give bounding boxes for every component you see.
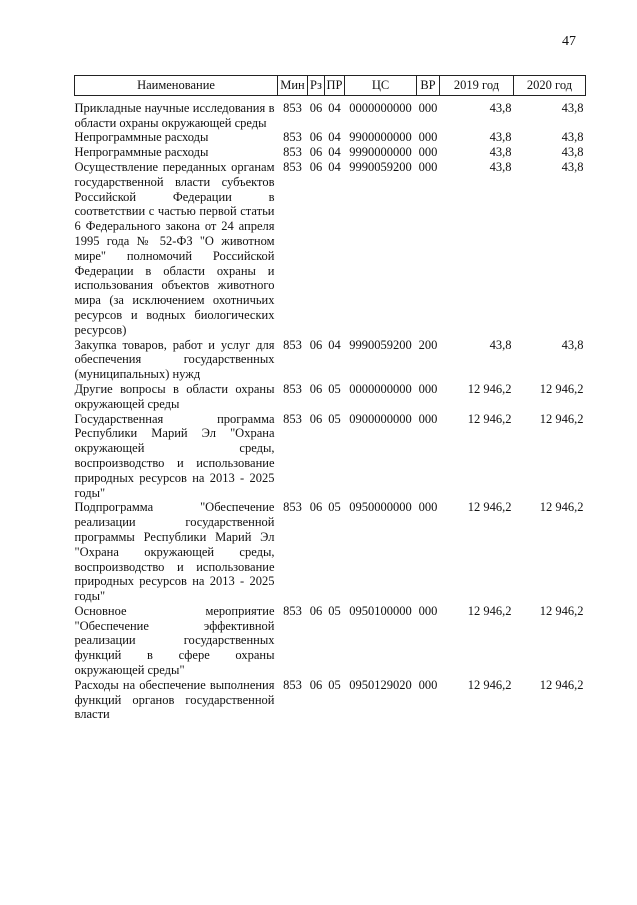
cell-min: 853: [283, 159, 302, 174]
page-number: 47: [562, 34, 576, 49]
cell-pr: 05: [328, 411, 341, 426]
cell-vr: 200: [418, 337, 438, 352]
cell-pr: 04: [328, 130, 341, 145]
cell-year-2019: 12 946,2: [467, 603, 512, 618]
cell-name: Непрограммные расходы: [74, 130, 209, 145]
cell-vr: 000: [418, 381, 438, 396]
cell-rz: 06: [309, 145, 323, 160]
table-row: [75, 95, 586, 130]
table-row: [75, 500, 586, 604]
cell-year-2019: 12 946,2: [467, 500, 512, 515]
cell-vr: 000: [418, 100, 438, 115]
cell-pr: 05: [328, 677, 341, 692]
cell-cs: 0950000000: [349, 500, 412, 515]
table-row: [75, 678, 586, 722]
cell-name: Другие вопросы в области охраны окружающей среды: [74, 381, 275, 411]
cell-min: 853: [283, 500, 302, 515]
cell-pr: 05: [328, 500, 341, 515]
cell-rz: 06: [309, 603, 323, 618]
cell-year-2020: 12 946,2: [539, 411, 584, 426]
cell-rz: 06: [309, 381, 323, 396]
table-header-row: [75, 76, 586, 96]
header-rz: Рз: [308, 76, 325, 96]
cell-name: Расходы на обеспечение выполнения функций органов государственной власти: [74, 677, 275, 722]
table-row: [75, 412, 586, 501]
cell-year-2020: 43,8: [561, 130, 584, 145]
table-row: [75, 130, 586, 145]
header-cs: ЦС: [345, 76, 417, 96]
cell-year-2019: 12 946,2: [467, 677, 512, 692]
cell-year-2019: 12 946,2: [467, 411, 512, 426]
cell-vr: 000: [418, 145, 438, 160]
cell-name: Основное мероприятие "Обеспечение эффективной реализации государственных функций в сфере охраны окружающей среды": [74, 603, 275, 678]
cell-pr: 04: [328, 100, 341, 115]
cell-year-2019: 43,8: [489, 130, 512, 145]
cell-cs: 9900000000: [349, 130, 412, 145]
cell-min: 853: [283, 381, 302, 396]
cell-name: Прикладные научные исследования в области охраны окружающей среды: [74, 100, 275, 130]
cell-name: Непрограммные расходы: [74, 145, 209, 160]
header-year-2020: 2020 год: [514, 76, 586, 96]
table-row: [75, 160, 586, 338]
cell-year-2020: 43,8: [561, 159, 584, 174]
header-min: Мин: [278, 76, 308, 96]
cell-year-2020: 12 946,2: [539, 381, 584, 396]
cell-pr: 05: [328, 381, 341, 396]
cell-pr: 04: [328, 337, 341, 352]
cell-cs: 9990059200: [349, 159, 412, 174]
cell-vr: 000: [418, 603, 438, 618]
cell-year-2020: 12 946,2: [539, 603, 584, 618]
cell-cs: 0900000000: [349, 411, 412, 426]
header-year-2019: 2019 год: [440, 76, 514, 96]
cell-cs: 9990059200: [349, 337, 412, 352]
cell-year-2020: 43,8: [561, 337, 584, 352]
cell-min: 853: [283, 145, 302, 160]
cell-cs: 0000000000: [349, 381, 412, 396]
cell-year-2019: 43,8: [489, 337, 512, 352]
cell-vr: 000: [418, 500, 438, 515]
cell-vr: 000: [418, 130, 438, 145]
cell-pr: 04: [328, 159, 341, 174]
cell-rz: 06: [309, 411, 323, 426]
cell-year-2020: 12 946,2: [539, 500, 584, 515]
cell-vr: 000: [418, 677, 438, 692]
cell-rz: 06: [309, 500, 323, 515]
cell-pr: 05: [328, 603, 341, 618]
cell-rz: 06: [309, 337, 323, 352]
header-pr: ПР: [325, 76, 345, 96]
cell-year-2020: 12 946,2: [539, 677, 584, 692]
cell-year-2019: 12 946,2: [467, 381, 512, 396]
table-row: [75, 382, 586, 412]
cell-year-2019: 43,8: [489, 100, 512, 115]
cell-min: 853: [283, 677, 302, 692]
table-row: [75, 338, 586, 382]
table-row: [75, 604, 586, 678]
cell-name: Осуществление переданных органам государственной власти субъектов Российской Федерации в соответствии с частью первой статьи 6 Федерального закона от 24 апреля 1995 года № 52-ФЗ "О животном мире" полномочий Российской Федерации в области охраны и использования объектов животного мира (за исключением охотничьих ресурсов и водных биологических ресурсов): [74, 159, 275, 337]
cell-min: 853: [283, 411, 302, 426]
cell-name: Подпрограмма "Обеспечение реализации государственной программы Республики Марий Эл "Охрана окружающей среды, воспроизводство и использование природных ресурсов на 2013 - 2025 годы": [74, 500, 275, 604]
cell-rz: 06: [309, 677, 323, 692]
cell-name: Закупка товаров, работ и услуг для обеспечения государственных (муниципальных) нужд: [74, 337, 275, 382]
cell-cs: 9990000000: [349, 145, 412, 160]
cell-year-2020: 43,8: [561, 145, 584, 160]
cell-year-2020: 43,8: [561, 100, 584, 115]
table-body: [75, 95, 586, 722]
cell-cs: 0950129020: [349, 677, 412, 692]
cell-min: 853: [283, 337, 302, 352]
cell-year-2019: 43,8: [489, 159, 512, 174]
cell-cs: 0950100000: [349, 603, 412, 618]
cell-rz: 06: [309, 100, 323, 115]
cell-cs: 0000000000: [349, 100, 412, 115]
table-row: [75, 145, 586, 160]
budget-table: [74, 75, 586, 722]
cell-min: 853: [283, 130, 302, 145]
cell-vr: 000: [418, 411, 438, 426]
cell-year-2019: 43,8: [489, 145, 512, 160]
cell-min: 853: [283, 100, 302, 115]
header-vr: ВР: [417, 76, 440, 96]
cell-vr: 000: [418, 159, 438, 174]
cell-min: 853: [283, 603, 302, 618]
header-name: Наименование: [75, 76, 278, 96]
cell-rz: 06: [309, 130, 323, 145]
cell-rz: 06: [309, 159, 323, 174]
cell-name: Государственная программа Республики Марий Эл "Охрана окружающей среды, воспроизводство и использование природных ресурсов на 2013 - 2025 годы": [74, 411, 275, 500]
cell-pr: 04: [328, 145, 341, 160]
